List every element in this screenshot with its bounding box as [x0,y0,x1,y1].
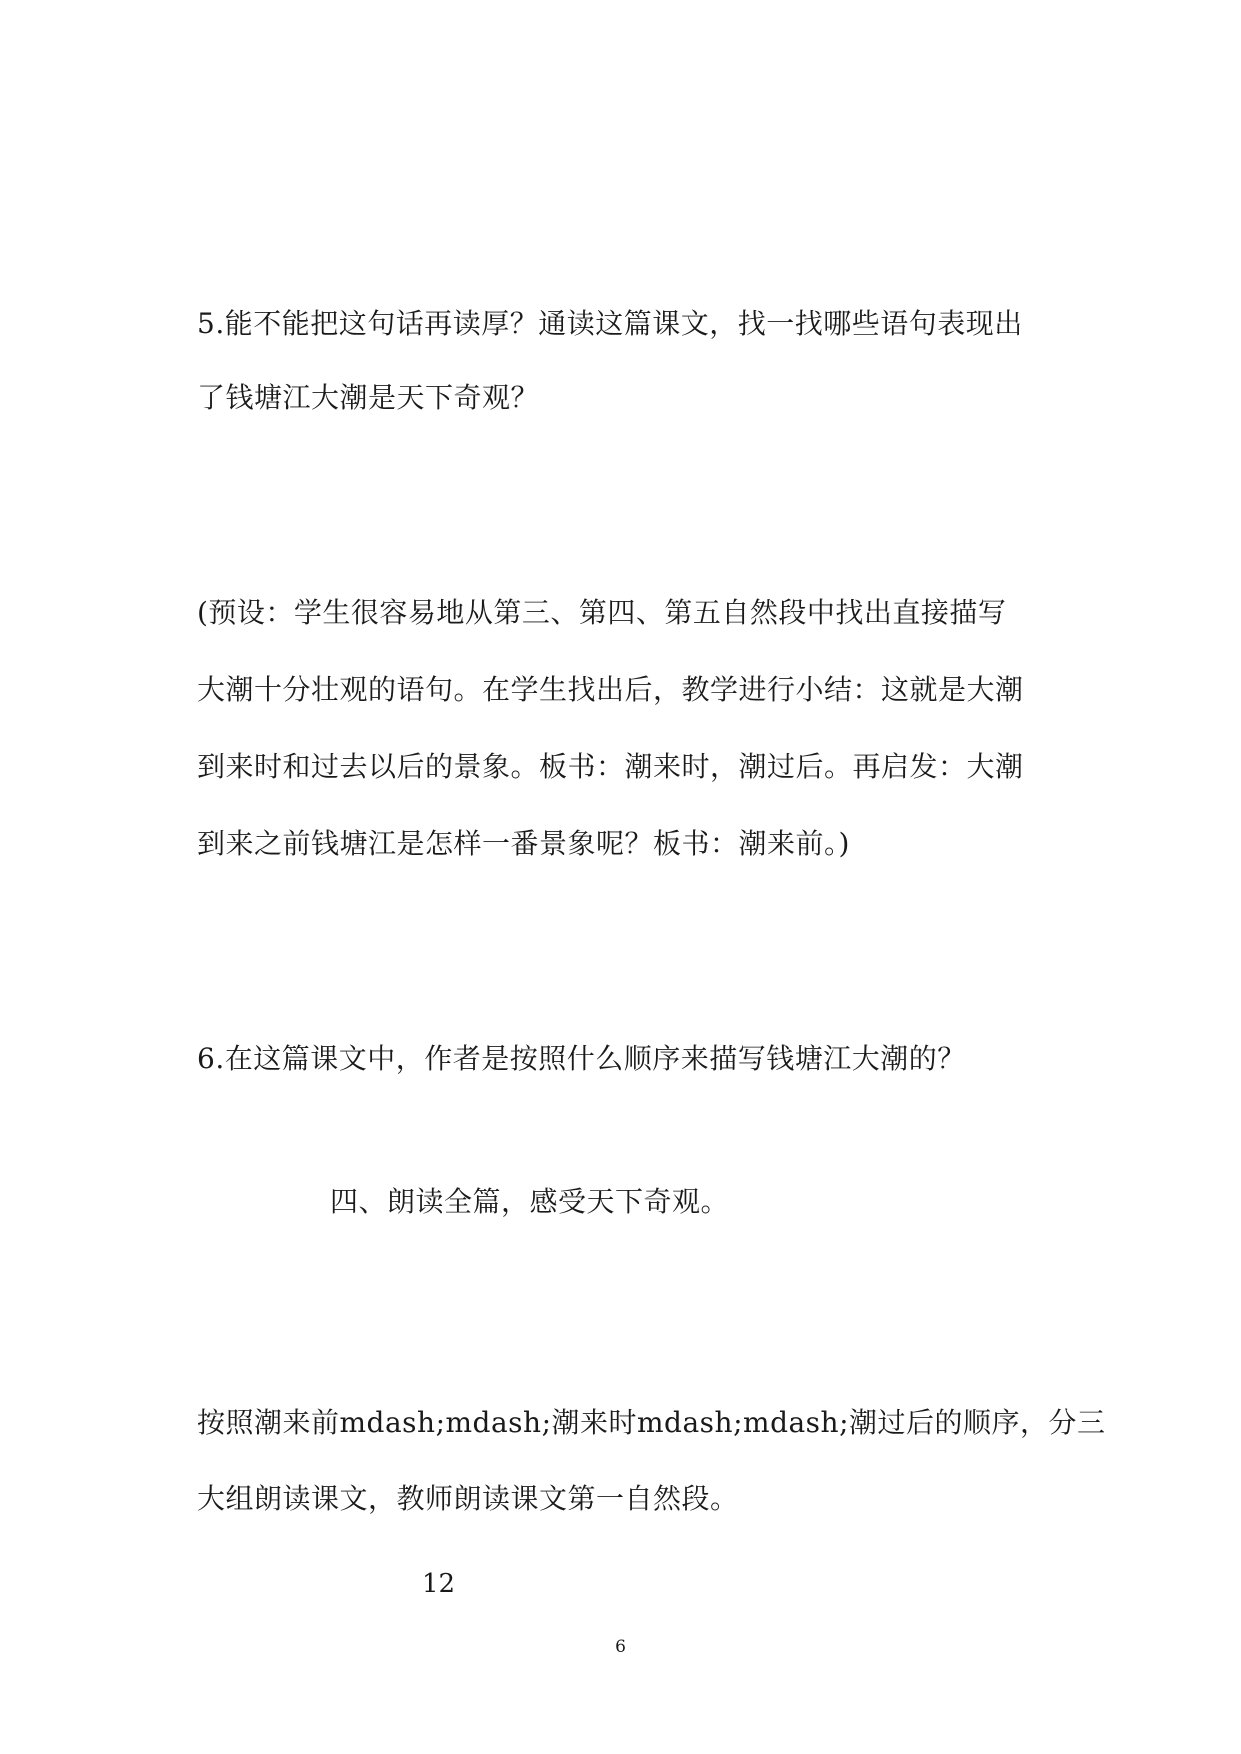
page-number: 6 [615,1637,626,1657]
preset-line-3: 到来时和过去以后的景象。板书：潮来时，潮过后。再启发：大潮 [197,750,1024,783]
preset-line-4: 到来之前钱塘江是怎样一番景象呢？板书：潮来前。) [197,827,850,860]
question-6: 6.在这篇课文中，作者是按照什么顺序来描写钱塘江大潮的？ [197,1042,966,1075]
reading-line-1: 按照潮来前mdash;mdash;潮来时mdash;mdash;潮过后的顺序，分三 [197,1406,1106,1439]
preset-line-2: 大潮十分壮观的语句。在学生找出后，教学进行小结：这就是大潮 [197,673,1024,706]
preset-line-1: (预设：学生很容易地从第三、第四、第五自然段中找出直接描写 [197,596,1007,629]
stray-number: 12 [422,1569,456,1599]
question-5-line-1: 5.能不能把这句话再读厚？通读这篇课文，找一找哪些语句表现出 [197,307,1023,340]
section-4-heading: 四、朗读全篇，感受天下奇观。 [330,1185,730,1218]
reading-line-2: 大组朗读课文，教师朗读课文第一自然段。 [197,1482,739,1515]
question-5-line-2: 了钱塘江大潮是天下奇观？ [197,381,540,414]
